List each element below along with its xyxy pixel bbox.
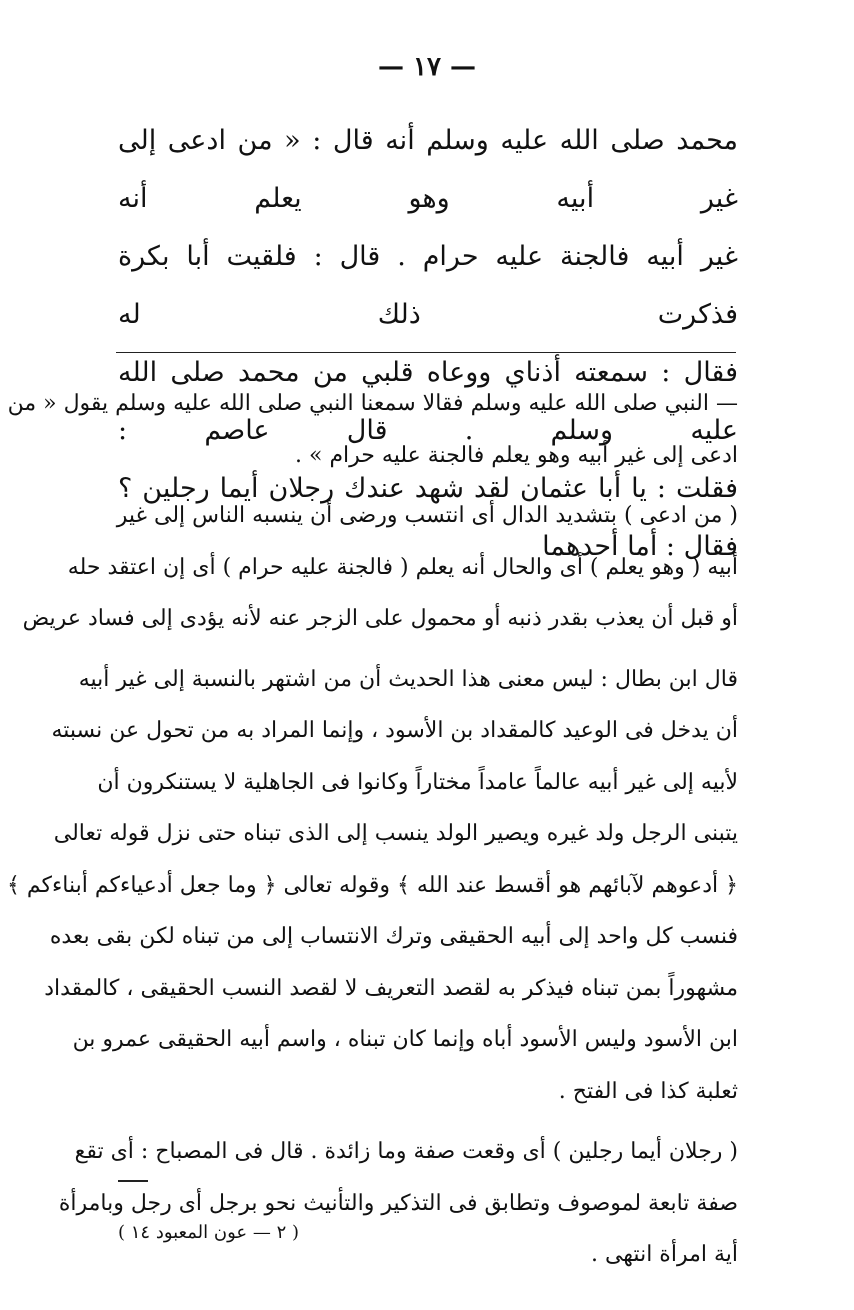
commentary-line: ادعى إلى غير أبيه وهو يعلم فالجنة عليه حرام » . — [295, 442, 738, 468]
commentary-line: مشهوراً بمن تبناه فيذكر به لقصد التعريف لا لقصد النسب الحقيقى ، كالمقداد — [44, 975, 738, 1001]
commentary-line: ﴿ أدعوهم لآبائهم هو أقسط عند الله ﴾ وقوله تعالى ﴿ وما جعل أدعياءكم أبناءكم ﴾ — [6, 872, 738, 898]
commentary-paragraph — [7, 378, 738, 481]
commentary-line: ( رجلان أيما رجلين ) أى وقعت صفة وما زائدة . قال فى المصباح : أى تقع — [74, 1139, 738, 1164]
commentary-line: — النبي صلى الله عليه وسلم فقالا سمعنا النبي صلى الله عليه وسلم يقول « من — [7, 391, 738, 416]
footer-signature: ( ٢ — عون المعبود ١٤ ) — [118, 1222, 299, 1243]
commentary-line: أبيه ( وهو يعلم ) أى والحال أنه يعلم ( فالجنة عليه حرام ) أى إن اعتقد حله — [67, 554, 738, 580]
section-divider — [116, 352, 736, 353]
hadith-line: فقلت : يا أبا عثمان لقد شهد عندك رجلان أيما رجلين ؟ فقال : أما أحدهما — [118, 473, 738, 562]
commentary-line: قال ابن بطال : ليس معنى هذا الحديث أن من اشتهر بالنسبة إلى غير أبيه — [78, 666, 738, 692]
commentary-paragraph — [6, 654, 738, 1118]
commentary-line: ( من ادعى ) بتشديد الدال أى انتسب ورضى أن ينسبه الناس إلى غير — [116, 503, 738, 528]
commentary-line: ابن الأسود وليس الأسود أباه وإنما كان تبناه ، واسم أبيه الحقيقى عمرو بن — [72, 1027, 738, 1052]
commentary-paragraph — [58, 1126, 738, 1281]
hadith-line: فقال : سمعته أذناي ووعاه قلبي من محمد صلى الله عليه وسلم . قال عاصم : — [118, 357, 738, 446]
commentary-paragraph — [22, 490, 738, 645]
commentary-line: صفة تابعة لموصوف وتطابق فى التذكير والتأنيث نحو برجل أى رجل وبامرأة — [58, 1190, 738, 1216]
commentary — [6, 378, 738, 1290]
page-number: — ١٧ — — [377, 52, 477, 82]
hadith-line: محمد صلى الله عليه وسلم أنه قال : « من ادعى إلى غير أبيه وهو يعلم أنه — [118, 125, 738, 214]
commentary-line: يتبنى الرجل ولد غيره ويصير الولد ينسب إلى الذى تبناه حتى نزل قوله تعالى — [53, 821, 738, 846]
commentary-line: أن يدخل فى الوعيد كالمقداد بن الأسود ، وإنما المراد به من تحول عن نسبته — [51, 718, 738, 743]
commentary-line: فنسب كل واحد إلى أبيه الحقيقى وترك الانتساب إلى من تبناه لكن بقى بعده — [49, 924, 738, 949]
commentary-line: ثعلبة كذا فى الفتح . — [558, 1078, 738, 1104]
hadith-line: غير أبيه فالجنة عليه حرام . قال : فلقيت أبا بكرة فذكرت ذلك له — [118, 241, 738, 330]
continuation-dash — [118, 1180, 148, 1182]
commentary-line: أية امرأة انتهى . — [590, 1242, 738, 1267]
commentary-line: أو قبل أن يعذب بقدر ذنبه أو محمول على الزجر عنه لأنه يؤدى إلى فساد عريض — [22, 606, 738, 631]
commentary-line: لأبيه إلى غير أبيه عالماً عامداً مختاراً وكانوا فى الجاهلية لا يستنكرون أن — [97, 769, 738, 795]
